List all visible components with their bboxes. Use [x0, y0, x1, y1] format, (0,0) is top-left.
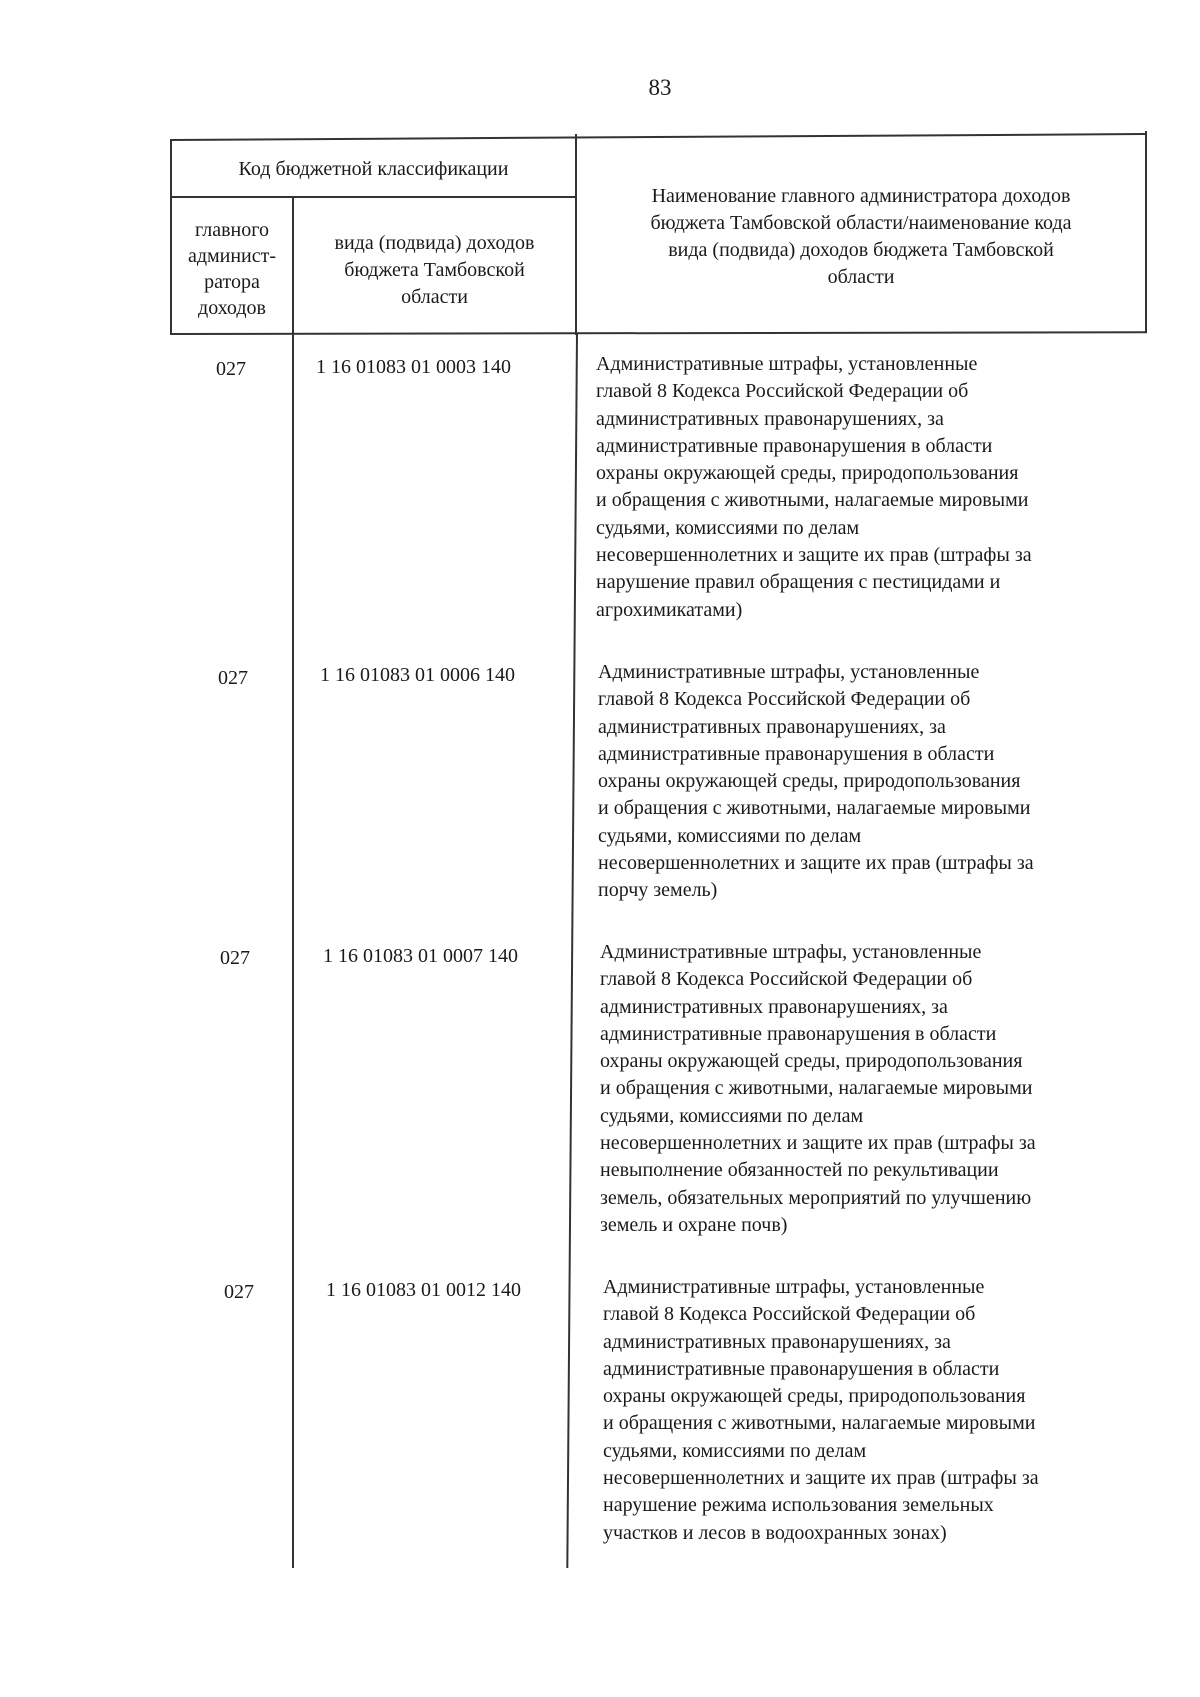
header-group-title: Код бюджетной классификации [238, 158, 509, 180]
table-row-3-code: 1 16 01083 01 0007 140 [323, 945, 518, 967]
table-row-1-name: Административные штрафы, установленные главой 8 Кодекса Российской Федерации об административных правонарушениях, за административные правонарушения в области охраны окружающей среды, природопользования и обращения с животными, налагаемые мировыми судьями, комиссиями по делам несовершеннолетних и защите их прав (штрафы за нарушение правил обращения с пестицидами и агрохимикатами) [596, 353, 1032, 621]
header-col-admin: главного админист- ратора доходов [187, 219, 277, 319]
table-row-4-code: 1 16 01083 01 0012 140 [326, 1279, 521, 1301]
table-row-3-name: Административные штрафы, установленные главой 8 Кодекса Российской Федерации об административных правонарушениях, за административные правонарушения в области охраны окружающей среды, природопользования и обращения с животными, налагаемые мировыми судьями, комиссиями по делам несовершеннолетних и защите их прав (штрафы за невыполнение обязанностей по рекультивации земель, обязательных мероприятий по улучшению земель и охране почв) [600, 941, 1036, 1236]
table-row-2-admin: 027 [218, 667, 248, 689]
table-row-1-admin: 027 [216, 358, 246, 380]
table-row-4-name: Административные штрафы, установленные главой 8 Кодекса Российской Федерации об административных правонарушениях, за административные правонарушения в области охраны окружающей среды, природопользования и обращения с животными, налагаемые мировыми судьями, комиссиями по делам несовершеннолетних и защите их прав (штрафы за нарушение режима использования земельных участков и лесов в водоохранных зонах) [603, 1276, 1039, 1544]
page-number: 83 [648, 75, 672, 100]
header-top-border [170, 133, 1147, 140]
body-col-divider-2 [566, 334, 577, 1568]
header-subgroup-divider [170, 196, 575, 198]
header-col-name: Наименование главного администратора доходов бюджета Тамбовской области/наименование кода вида (подвида) доходов бюджета Тамбовской области [650, 185, 1072, 288]
table-row-3-admin: 027 [220, 947, 250, 969]
table-row-1-code: 1 16 01083 01 0003 140 [316, 356, 511, 378]
header-right-border [1145, 131, 1147, 332]
header-bottom-border [170, 331, 1147, 334]
table-row-2-name: Административные штрафы, установленные главой 8 Кодекса Российской Федерации об административных правонарушениях, за административные правонарушения в области охраны окружающей среды, природопользования и обращения с животными, налагаемые мировыми судьями, комиссиями по делам несовершеннолетних и защите их прав (штрафы за порчу земель) [598, 661, 1034, 902]
table-row-2-code: 1 16 01083 01 0006 140 [320, 664, 515, 686]
table-row-4-admin: 027 [224, 1281, 254, 1303]
body-col-divider-1 [292, 334, 294, 1568]
header-col-kind: вида (подвида) доходов бюджета Тамбовской области [334, 232, 535, 308]
